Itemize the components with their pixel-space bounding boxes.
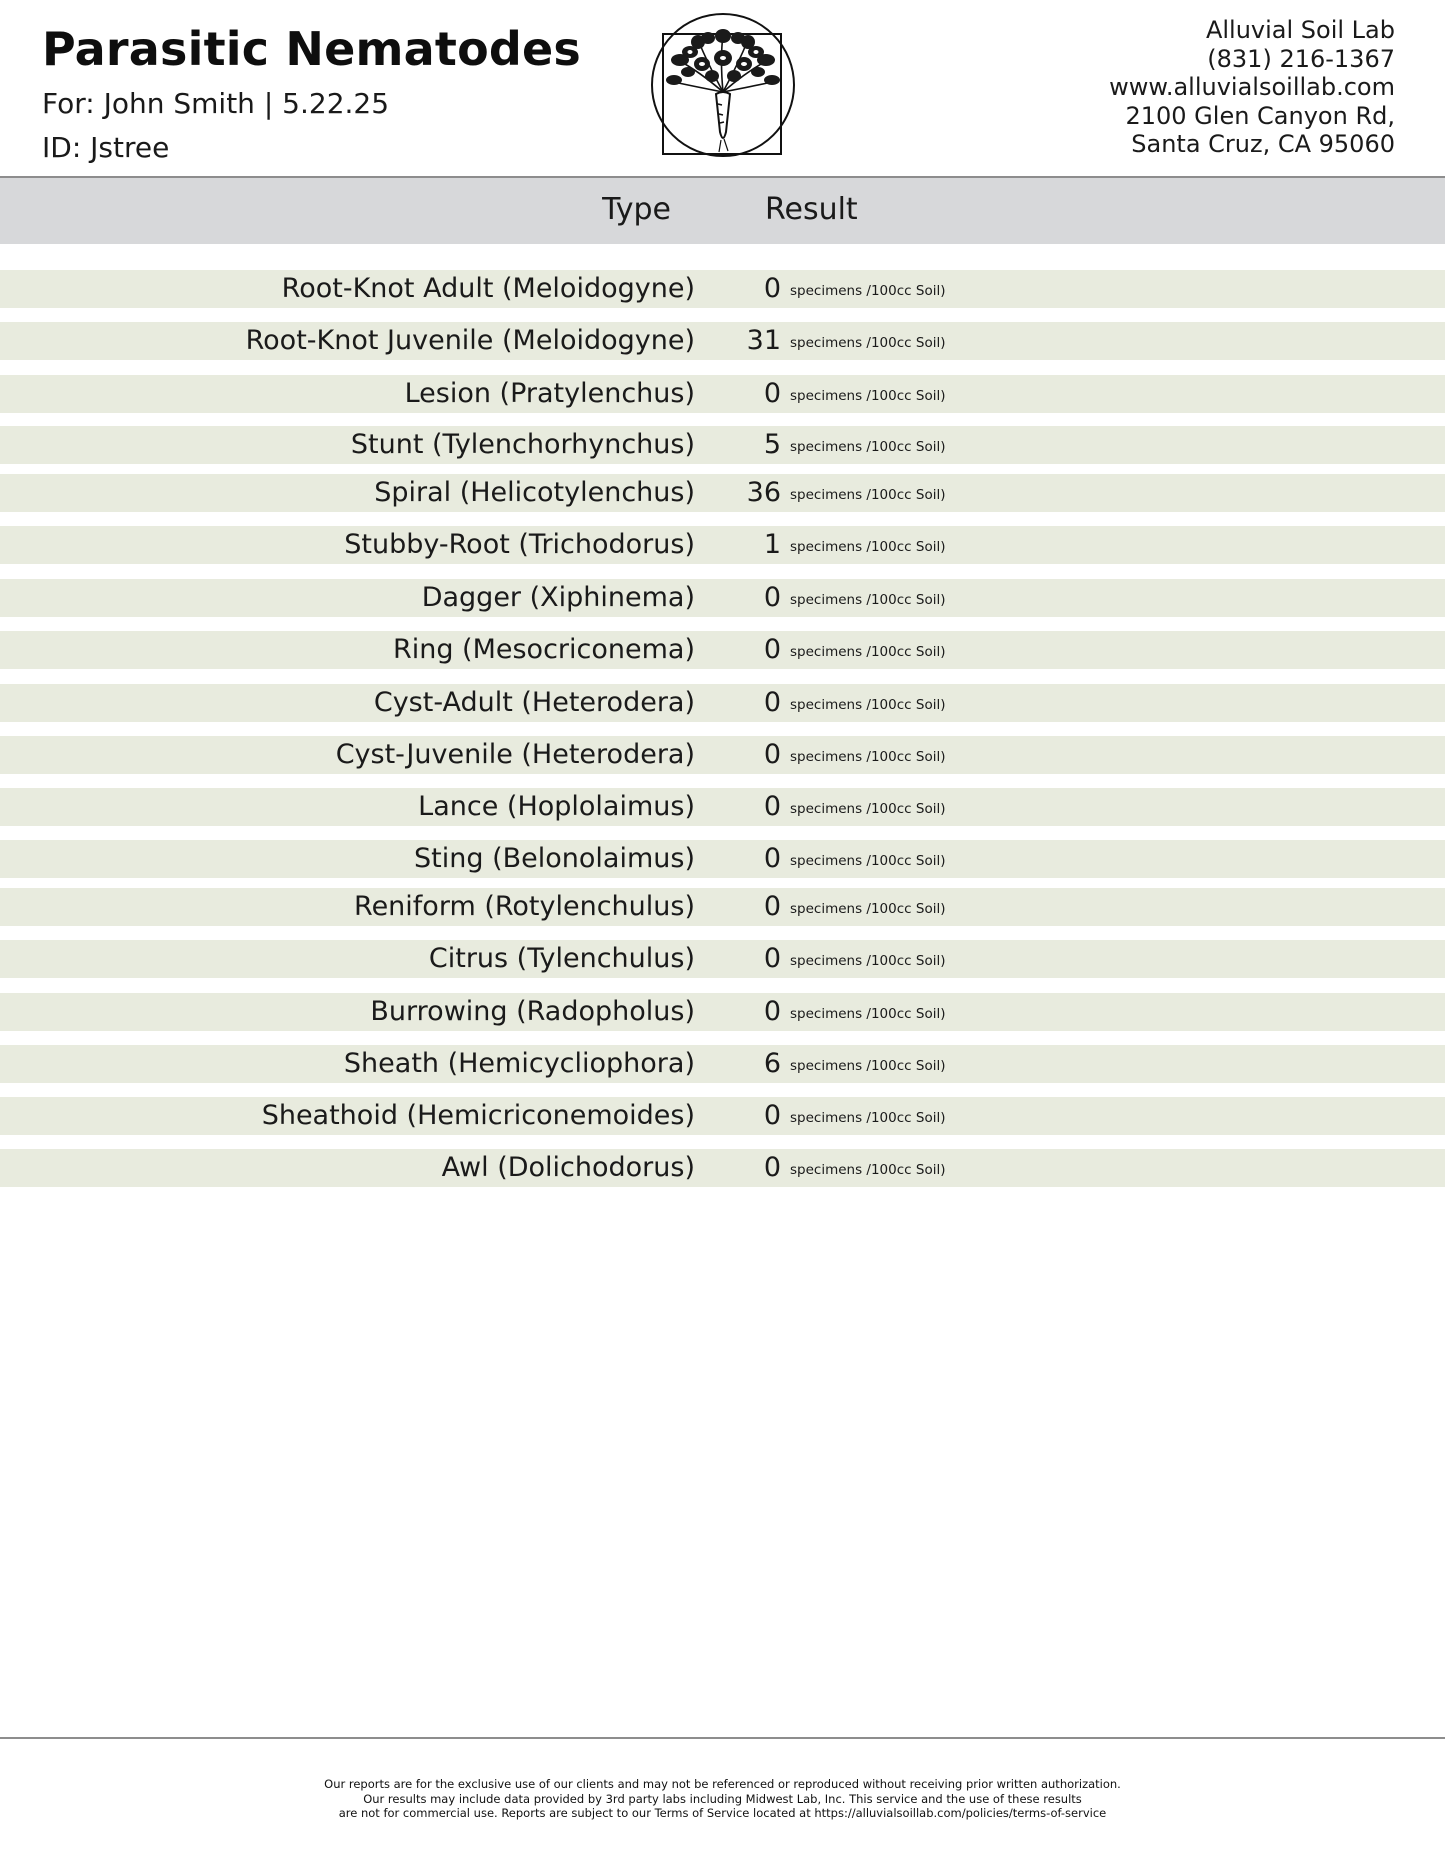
table-row — [0, 888, 1445, 926]
table-row — [0, 474, 1445, 512]
nematode-type: Cyst-Juvenile (Heterodera) — [335, 739, 695, 770]
specimen-unit: specimens /100cc Soil) — [790, 644, 946, 660]
nematode-type: Root-Knot Adult (Meloidogyne) — [281, 273, 695, 304]
specimen-unit: specimens /100cc Soil) — [790, 439, 946, 455]
disclaimer-line: Our results may include data provided by 3rd party labs including Midwest Lab, Inc. This service and the use of these results — [363, 1791, 1082, 1806]
specimen-unit: specimens /100cc Soil) — [790, 592, 946, 608]
nematode-type: Cyst-Adult (Heterodera) — [373, 687, 695, 718]
table-row — [0, 684, 1445, 722]
nematode-type: Root-Knot Juvenile (Meloidogyne) — [245, 325, 695, 356]
specimen-count: 36 — [746, 477, 781, 508]
specimen-count: 0 — [763, 791, 781, 822]
table-row — [0, 631, 1445, 669]
disclaimer-line: Our reports are for the exclusive use of our clients and may not be referenced or reproduced without receiving prior written authorization. — [324, 1777, 1121, 1791]
disclaimer-line: are not for commercial use. Reports are subject to our Terms of Service located at https://alluvialsoillab.com/policies/terms-of-service — [338, 1806, 1107, 1820]
specimen-unit: specimens /100cc Soil) — [790, 487, 946, 503]
specimen-count: 0 — [763, 891, 781, 922]
carrot-logo-icon — [650, 12, 796, 158]
specimen-unit: specimens /100cc Soil) — [790, 853, 946, 869]
nematode-type: Burrowing (Radopholus) — [370, 996, 695, 1027]
specimen-count: 0 — [763, 634, 781, 665]
lab-phone: (831) 216-1367 — [1207, 44, 1395, 73]
specimen-count: 0 — [763, 996, 781, 1027]
table-row — [0, 375, 1445, 413]
lab-website: www.alluvialsoillab.com — [1109, 73, 1395, 102]
sample-id-line: ID: Jstree — [42, 131, 170, 164]
table-row — [0, 526, 1445, 564]
report-header — [0, 0, 1445, 176]
specimen-count: 0 — [763, 943, 781, 974]
lab-name: Alluvial Soil Lab — [1205, 16, 1395, 44]
specimen-count: 6 — [763, 1048, 781, 1079]
specimen-unit: specimens /100cc Soil) — [790, 539, 946, 555]
column-header-type: Type — [602, 192, 671, 227]
specimen-unit: specimens /100cc Soil) — [790, 1006, 946, 1022]
nematode-type: Stubby-Root (Trichodorus) — [344, 529, 695, 560]
specimen-count: 0 — [763, 739, 781, 770]
specimen-count: 5 — [763, 429, 781, 460]
specimen-count: 31 — [746, 325, 781, 356]
nematode-type: Citrus (Tylenchulus) — [428, 943, 695, 974]
table-row — [0, 1149, 1445, 1187]
table-row — [0, 579, 1445, 617]
specimen-count: 0 — [763, 582, 781, 613]
specimen-count: 0 — [763, 687, 781, 718]
table-row — [0, 322, 1445, 360]
table-row — [0, 426, 1445, 464]
client-date-line: For: John Smith | 5.22.25 — [42, 87, 390, 120]
specimen-count: 0 — [763, 1100, 781, 1131]
specimen-unit: specimens /100cc Soil) — [790, 953, 946, 969]
specimen-count: 0 — [763, 378, 781, 409]
nematode-type: Sheath (Hemicycliophora) — [343, 1048, 695, 1079]
page-title: Parasitic Nematodes — [42, 22, 581, 76]
lab-city: Santa Cruz, CA 95060 — [1131, 130, 1395, 159]
footer-divider — [0, 1737, 1445, 1739]
nematode-type: Sheathoid (Hemicriconemoides) — [261, 1100, 695, 1131]
nematode-type: Dagger (Xiphinema) — [421, 582, 695, 613]
specimen-count: 1 — [763, 529, 781, 560]
nematode-type: Sting (Belonolaimus) — [414, 843, 695, 874]
specimen-unit: specimens /100cc Soil) — [790, 283, 946, 299]
nematode-type: Lance (Hoplolaimus) — [418, 791, 695, 822]
specimen-count: 0 — [763, 1152, 781, 1183]
nematode-type: Awl (Dolichodorus) — [441, 1152, 695, 1183]
specimen-unit: specimens /100cc Soil) — [790, 335, 946, 351]
nematode-type: Ring (Mesocriconema) — [392, 634, 695, 665]
specimen-unit: specimens /100cc Soil) — [790, 1058, 946, 1074]
table-row — [0, 788, 1445, 826]
table-row — [0, 840, 1445, 878]
specimen-unit: specimens /100cc Soil) — [790, 697, 946, 713]
nematode-type: Lesion (Pratylenchus) — [404, 378, 695, 409]
specimen-unit: specimens /100cc Soil) — [790, 1110, 946, 1126]
table-row — [0, 993, 1445, 1031]
table-row — [0, 270, 1445, 308]
nematode-type: Spiral (Helicotylenchus) — [374, 477, 695, 508]
column-header-bar — [0, 178, 1445, 244]
lab-street: 2100 Glen Canyon Rd, — [1125, 101, 1395, 130]
nematode-type: Reniform (Rotylenchulus) — [354, 891, 695, 922]
table-row — [0, 1097, 1445, 1135]
specimen-count: 0 — [763, 273, 781, 304]
specimen-unit: specimens /100cc Soil) — [790, 901, 946, 917]
specimen-unit: specimens /100cc Soil) — [790, 749, 946, 765]
table-row — [0, 940, 1445, 978]
column-header-result: Result — [765, 192, 858, 227]
specimen-count: 0 — [763, 843, 781, 874]
lab-contact — [1109, 16, 1395, 159]
footer-disclaimer — [0, 1777, 1445, 1821]
nematode-type: Stunt (Tylenchorhynchus) — [350, 429, 695, 460]
table-row — [0, 736, 1445, 774]
specimen-unit: specimens /100cc Soil) — [790, 801, 946, 817]
specimen-unit: specimens /100cc Soil) — [790, 1162, 946, 1178]
specimen-unit: specimens /100cc Soil) — [790, 388, 946, 404]
table-row — [0, 1045, 1445, 1083]
